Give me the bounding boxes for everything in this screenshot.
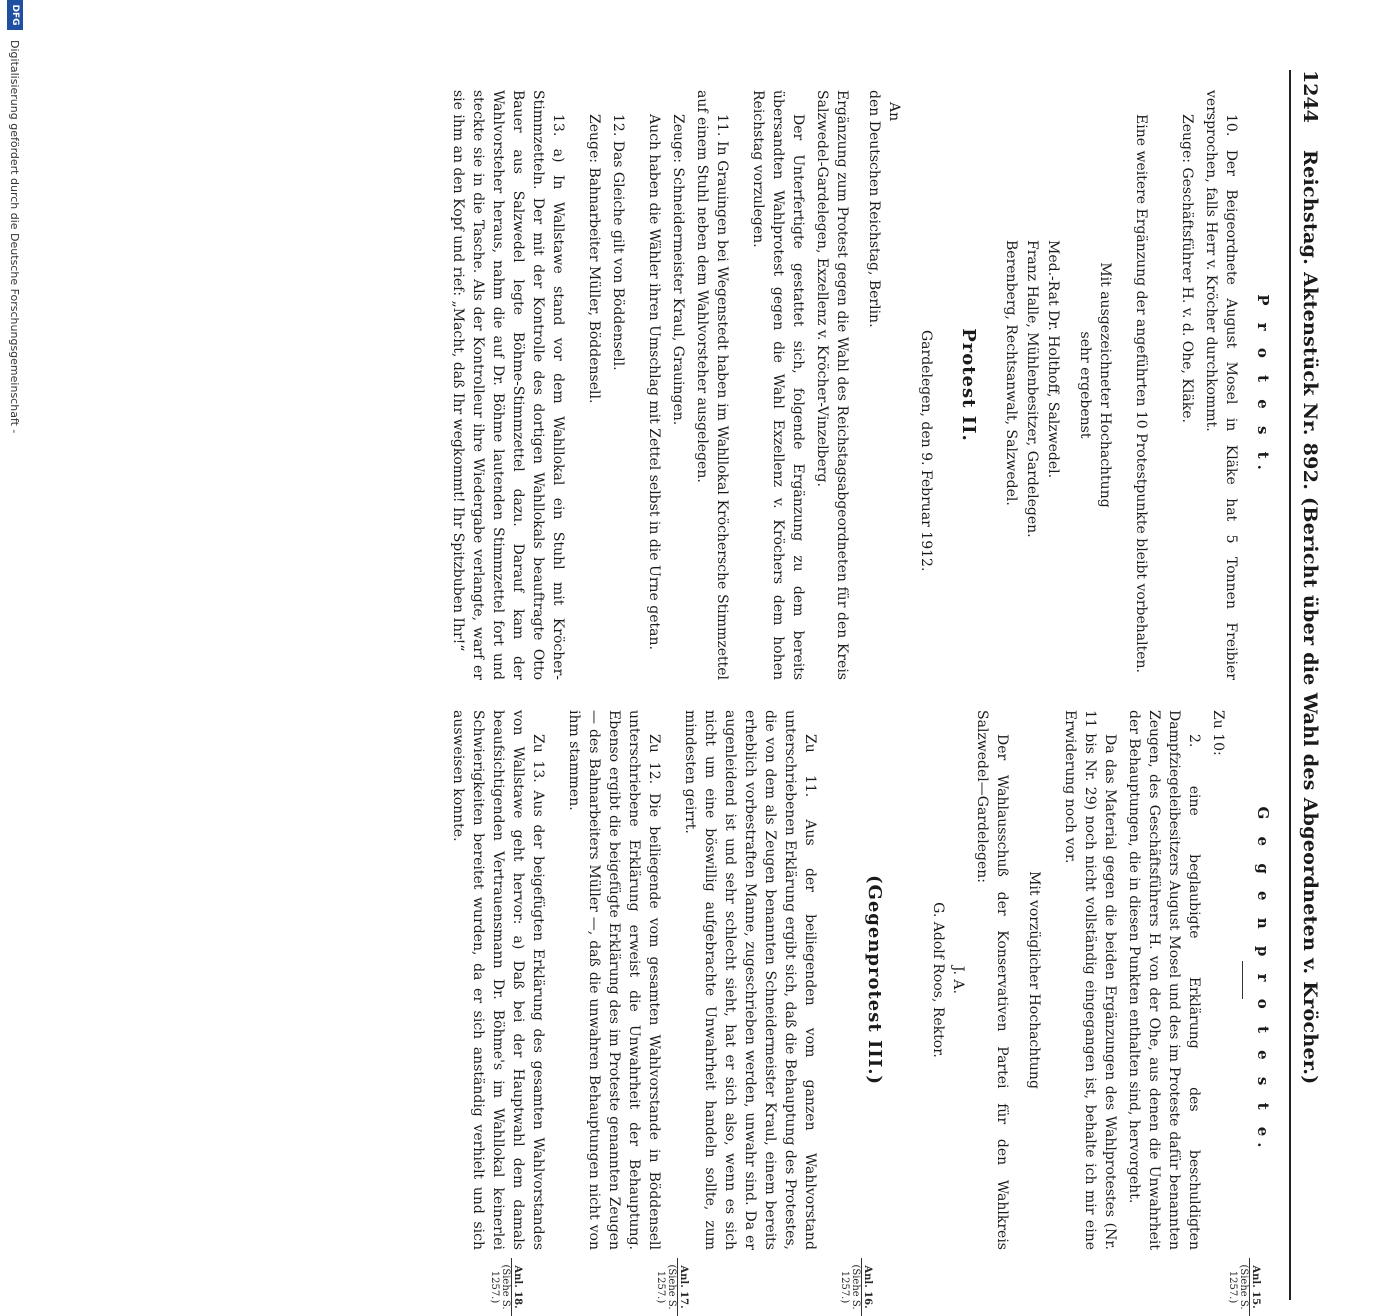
protest-item-12-zeuge: Zeuge: Bahnarbeiter Müller, Böddensell. (586, 114, 602, 404)
heading-gegenprotest-3: (Gegenprotest III.) (864, 874, 885, 1086)
margin-note-anl-label: Anl. 17. (677, 1258, 689, 1316)
protest-item-10: 10. Der Beigeordnete August Mosel in Kläke hat 5 Tonnen Freibier versprochen, falls Herr v. Kröcher durchkommt. (1203, 90, 1239, 680)
margin-note-anl-18 (489, 1258, 523, 1316)
right-column (444, 710, 1273, 1250)
page-number: 1244 (1299, 70, 1321, 123)
zu-12-text: Zu 12. Die beiliegende vom gesamten Wahlvorstande in Böddensell unterschriebene Erklärung erweist die Unwahrheit der Behauptung. Ebenso ergibt die beigefügte Erklärung des im Proteste genannten Zeugen — des Bahnarbeiters Müller —, daß die unwahren Behauptungen nicht von ihm stammen. (566, 710, 662, 1250)
address-line-1: An (886, 102, 902, 122)
left-column (444, 90, 1273, 680)
heading-gegenproteste: G e g e n p r o t e s t e. (1254, 806, 1272, 1154)
protest-item-12: 12. Das Gleiche gilt von Böddensell. (610, 114, 626, 371)
margin-note-anl-label: Anl. 18. (511, 1258, 523, 1316)
zu-13-text: Zu 13. Aus der beigefügten Erklärung des gesamten Wahlvorstandes von Wallstawe geht hervor: a) Daß bei der Hauptwahl dem damals beaufsichtigenden Vertrauensmann Dr. Böhme's im Wahllokal keinerlei Schwierigkeiten bereitet wurden, da er sich anständig verhielt und sich ausweisen konnte. (450, 710, 546, 1250)
margin-note-anl-label: Anl. 15. (1249, 1258, 1261, 1316)
margin-note-ref: (Siehe S. 1257.) (489, 1264, 511, 1310)
dfg-logo: DFG (7, 0, 23, 30)
margin-note-ref: (Siehe S. 1257.) (655, 1264, 677, 1310)
closing-line-1: Mit ausgezeichneter Hochachtung (1097, 262, 1113, 508)
erganzung-title: Ergänzung zum Protest gegen die Wahl des Reichstagsabgeordneten für den Kreis Salzwedel-Gardelegen, Exzellenz v. Kröcher-Vinzelberg. (814, 90, 850, 680)
margin-note-ref: (Siehe S. 1257.) (839, 1264, 861, 1310)
protest-item-11: 11. In Grauingen bei Wegenstedt haben im Wahllokal Kröchersche Stimmzettel auf einem Stuhl neben dem Wahlvorsteher ausgelegen. (694, 90, 730, 680)
margin-note-anl-16 (839, 1258, 873, 1316)
protest-item-11-extra: Auch haben die Wähler ihren Umschlag mit Zettel selbst in die Urne getan. (646, 114, 662, 650)
signature-2: Franz Halle, Mühlenbesitzer, Gardelegen. (1024, 240, 1040, 538)
zu-11-text: Zu 11. Aus der beiliegenden vom ganzen Wahlvorstand unterschriebenen Erklärung ergibt sich, daß die Behauptung des Protestes, die von dem als Zeugen benannten Schneidermeister Kraul, einem bereits erheblich vorbestraften Manne, zugeschrieben werden, unwahr sind. Da er augenleidend ist und sehr schlecht sieht, hat er sich also, wenn es sich nicht um eine böswillig aufgebrachte Unwahrheit handeln sollte, zum mindesten geirrt. (682, 710, 818, 1250)
protest-item-10-zeuge: Zeuge: Geschäftsführer H. v. d. Ohe, Kläke. (1179, 114, 1195, 423)
margin-note-anl-15 (1227, 1258, 1261, 1316)
protest-item-11-zeuge: Zeuge: Schneidermeister Kraul, Grauingen. (670, 114, 686, 426)
ia-line: J. A. (950, 966, 966, 994)
margin-note-ref: (Siehe S. 1257.) (1227, 1264, 1249, 1310)
zu-10-item-2: 2. eine beglaubigte Erklärung des beschuldigten Dampfziegeleibesitzers August Mosel und des im Proteste dafür benannten Zeugen, des Geschäftsführers H. von der Ohe, aus denen die Unwahrheit der Behauptungen, die in diesen Punkten enthalten sind, hervorgeht. (1126, 710, 1202, 1250)
digitization-footer: Digitalisierung gefördert durch die Deutsche Forschungsgemeinschaft - (8, 40, 21, 434)
signature-3: Berenberg, Rechtsanwalt, Salzwedel. (1003, 240, 1019, 506)
heading-protest-2: Protest II. (958, 328, 979, 442)
heading-underline (1242, 961, 1243, 999)
address-line-2: den Deutschen Reichstag, Berlin. (866, 90, 882, 328)
unterfertigte-text: Der Unterfertigte gestattet sich, folgende Ergänzung zu dem bereits übersandten Wahlprotest gegen die Wahl Exzellenz v. Kröchers dem hohen Reichstag vorzulegen. (750, 90, 806, 680)
erganzung-text: Eine weitere Ergänzung der angeführten 10 Protestpunkte bleibt vorbehalten. (1133, 114, 1149, 673)
rector-signature: G. Adolf Roos, Rektor. (930, 902, 946, 1058)
zu-10-label: Zu 10: (1210, 710, 1226, 756)
material-text: Da das Material gegen die beiden Ergänzungen des Wahlprotestes (Nr. 11 bis Nr. 29) noch nicht vollständig eingegangen ist, behalte ich mir eine Erwiderung noch vor. (1062, 710, 1118, 1250)
header-rule (1289, 70, 1291, 1300)
closing-line: Mit vorzüglicher Hochachtung (1026, 871, 1042, 1089)
signature-1: Med.-Rat Dr. Holthoff, Salzwedel. (1045, 240, 1061, 479)
heading-protest: P r o t e s t. (1254, 294, 1272, 476)
running-head: Reichstag. Aktenstück Nr. 892. (Bericht über die Wahl des Abgeordneten v. Kröcher.) (1299, 150, 1321, 1085)
protest-item-13: 13. a) In Wallstawe stand vor dem Wahllokal ein Stuhl mit Kröcher-Stimmzetteln. Der mit der Kontrolle des dortigen Wahllokals beauftragte Otto Bauer aus Salzwedel legte Böhme-Stimmzettel dazu. Darauf kam der Wahlvorsteher heraus, nahm die auf Dr. Böhme lautenden Stimmzettel fort und steckte sie in die Tasche. Als der Kontrolleur ihre Wiedergabe verlangte, warf er sie ihm an den Kopf und rief: „Macht, daß Ihr wegkommt! Ihr Spitzbuben Ihr!“ (450, 90, 566, 680)
margin-note-anl-label: Anl. 16. (861, 1258, 873, 1316)
place-date: Gardelegen, den 9. Februar 1912. (918, 330, 934, 572)
wahlausschuss-text: Der Wahlausschuß der Konservativen Partei für den Wahlkreis Salzwedel—Gardelegen: (974, 710, 1010, 1250)
closing-line-2: sehr ergebenst (1077, 331, 1093, 439)
margin-note-anl-17 (655, 1258, 689, 1316)
